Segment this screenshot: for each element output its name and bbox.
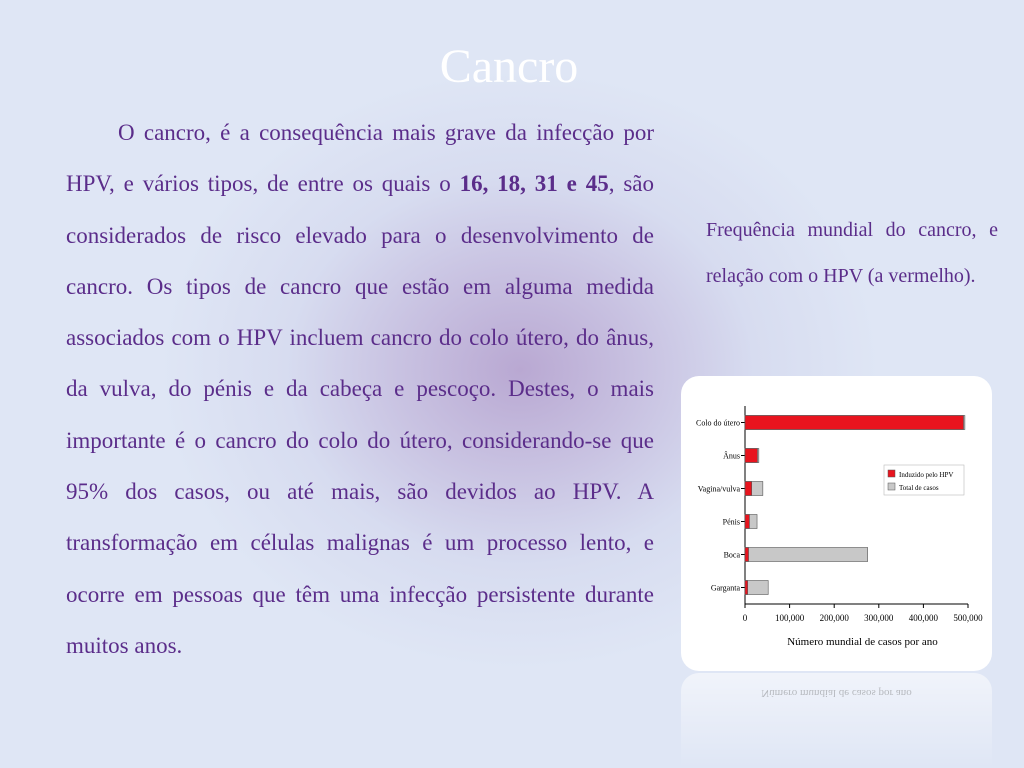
- legend-label-0: Induzido pelo HPV: [899, 471, 954, 479]
- x-tick-label: 400,000: [908, 613, 939, 623]
- bar-hpv-5: [745, 581, 748, 595]
- legend-swatch-0: [888, 470, 895, 477]
- legend-label-1: Total de casos: [899, 484, 939, 492]
- slide-title: Cancro: [439, 40, 579, 93]
- x-tick-label: 0: [742, 613, 748, 623]
- legend-swatch-1: [888, 483, 895, 490]
- category-label: Ânus: [723, 451, 740, 461]
- bar-hpv-0: [745, 416, 964, 430]
- category-label: Colo do útero: [696, 418, 740, 428]
- x-tick-label: 100,000: [774, 613, 805, 623]
- x-tick-label: 500,000: [953, 613, 983, 623]
- x-tick-label: 300,000: [864, 613, 894, 623]
- x-tick-label: 200,000: [819, 613, 849, 623]
- body-text-start: O cancro, é a consequência mais grave da infecção por HPV, e vários tipos, de entre os quais o: [66, 120, 654, 197]
- bar-hpv-1: [745, 449, 757, 463]
- body-text-end: , são considerados de risco elevado para o desenvolvimento de cancro. Os tipos de cancro que estão em alguma medida associados com o HPV incluem cancro do colo útero, do ânus, da vulva, do pénis e da cabeça e pescoço. Destes, o mais importante é o cancro do colo do útero, considerando-se que 95% dos casos, ou até mais, são devidos ao HPV. A transformação em células malignas é um processo lento, e ocorre em pessoas que têm uma infecção persistente durante muitos anos.: [66, 171, 654, 658]
- reflection-xlabel: Número mundial de casos por ano: [761, 687, 912, 699]
- category-label: Garganta: [710, 583, 740, 593]
- chart-caption: Frequência mundial do cancro, e relação com o HPV (a vermelho).: [706, 219, 998, 287]
- bar-total-4: [745, 548, 868, 562]
- body-paragraph: [66, 107, 654, 671]
- cancer-frequency-chart: [681, 376, 992, 671]
- bar-hpv-4: [745, 548, 749, 562]
- bar-hpv-2: [745, 482, 752, 496]
- chart-reflection: [681, 673, 992, 768]
- bar-total-5: [745, 581, 768, 595]
- chart-card: [681, 376, 992, 671]
- body-text-bold-types: 16, 18, 31 e 45: [459, 171, 609, 197]
- bar-hpv-3: [745, 515, 749, 529]
- category-label: Pénis: [722, 517, 740, 527]
- category-label: Vagina/vulva: [697, 484, 740, 494]
- category-label: Boca: [723, 550, 740, 560]
- x-axis-label: Número mundial de casos por ano: [787, 636, 938, 648]
